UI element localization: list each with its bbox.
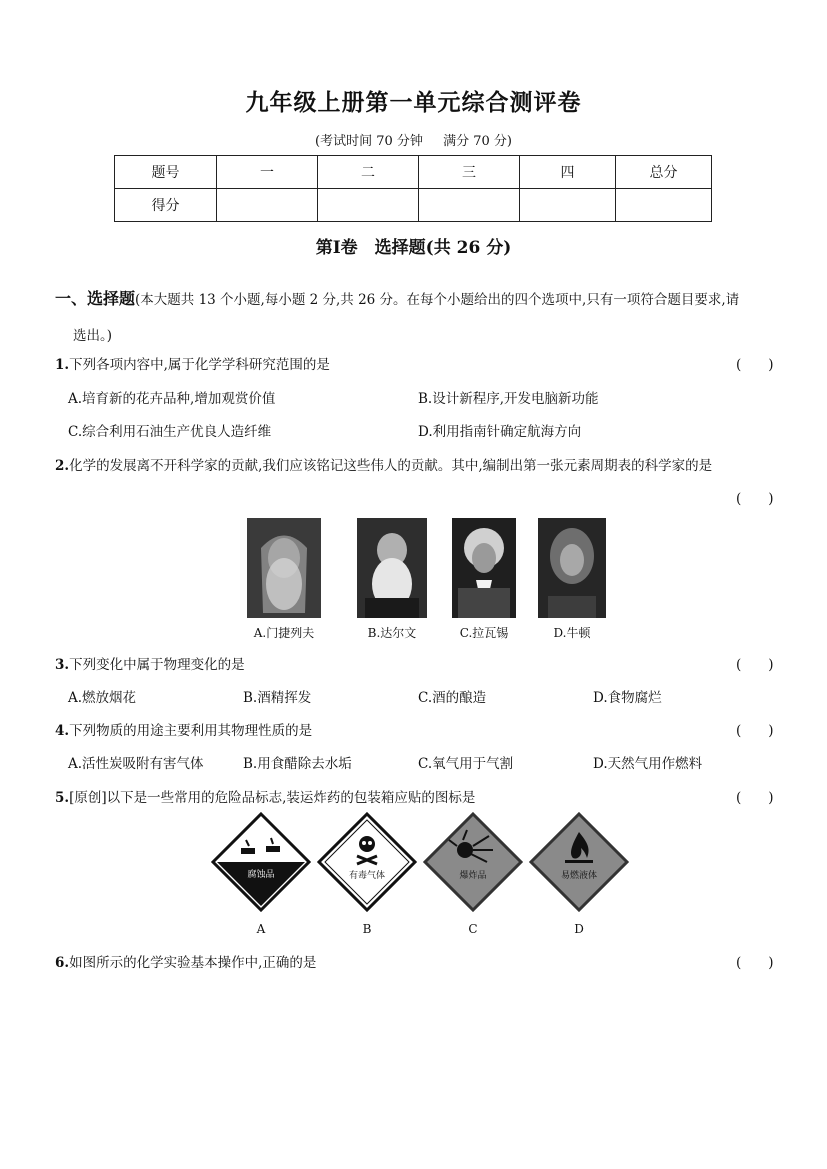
hazard-sign-d bbox=[529, 812, 629, 936]
question-5 bbox=[55, 786, 475, 806]
skull-crossbones-icon bbox=[317, 812, 417, 912]
question-text: 下列变化中属于物理变化的是 bbox=[69, 657, 245, 673]
option-a: A.培育新的花卉品种,增加观赏价值 bbox=[68, 391, 276, 407]
score-header-cell: 三 bbox=[419, 156, 520, 189]
score-header-cell: 题号 bbox=[115, 156, 217, 189]
portrait-darwin bbox=[357, 518, 427, 641]
score-row-label: 得分 bbox=[115, 189, 217, 222]
question-number: 4. bbox=[55, 723, 70, 739]
option-c: C.酒的酿造 bbox=[418, 690, 487, 706]
option-d: D.天然气用作燃料 bbox=[593, 756, 703, 772]
portrait-image bbox=[357, 518, 427, 618]
portrait-caption: B.达尔文 bbox=[367, 626, 417, 640]
score-cell bbox=[318, 189, 419, 222]
question-text: 下列物质的用途主要利用其物理性质的是 bbox=[69, 723, 313, 739]
score-cell bbox=[616, 189, 712, 222]
part-instructions-text: (本大题共 13 个小题,每小题 2 分,共 26 分。在每个小题给出的四个选项中,只有一项符合题目要求,请 bbox=[135, 292, 740, 308]
answer-paren: ( ) bbox=[736, 657, 774, 673]
corrosive-icon bbox=[211, 812, 311, 912]
exam-info bbox=[0, 130, 827, 149]
score-cell bbox=[419, 189, 520, 222]
sign-letter: B bbox=[362, 922, 372, 936]
sign-letter: C bbox=[468, 922, 478, 936]
sign-letter: D bbox=[574, 922, 584, 936]
answer-paren: ( ) bbox=[736, 723, 774, 739]
score-table-score-row bbox=[115, 189, 712, 222]
sign-letter: A bbox=[256, 922, 266, 936]
score-table bbox=[114, 155, 712, 222]
question-text: 如图所示的化学实验基本操作中,正确的是 bbox=[69, 955, 317, 971]
hazard-signs bbox=[211, 812, 632, 936]
option-b: B.设计新程序,开发电脑新功能 bbox=[418, 391, 599, 407]
portrait-caption: D.牛顿 bbox=[553, 626, 591, 640]
score-header-cell: 一 bbox=[217, 156, 318, 189]
section-title: 第Ⅰ卷 选择题(共 26 分) bbox=[315, 238, 512, 258]
question-number: 5. bbox=[55, 790, 70, 806]
exam-full-score: 满分 70 分) bbox=[443, 134, 512, 149]
portrait-mendeleev bbox=[247, 518, 321, 641]
part-instructions-cont: 选出。) bbox=[73, 328, 113, 344]
question-number: 3. bbox=[55, 657, 70, 673]
hazard-sign-c bbox=[423, 812, 523, 936]
portrait-caption: C.拉瓦锡 bbox=[459, 626, 509, 640]
hazard-sign-a bbox=[211, 812, 311, 936]
score-cell bbox=[217, 189, 318, 222]
question-3 bbox=[55, 653, 245, 673]
question-text: [原创]以下是一些常用的危险品标志,装运炸药的包装箱应贴的图标是 bbox=[69, 790, 476, 806]
portrait-image bbox=[247, 518, 321, 618]
score-header-cell: 二 bbox=[318, 156, 419, 189]
question-1 bbox=[55, 353, 330, 373]
question-4 bbox=[55, 719, 312, 739]
question-2 bbox=[55, 454, 780, 474]
part-instructions bbox=[55, 281, 780, 354]
question-6 bbox=[55, 951, 316, 971]
sign-label: 易燃液体 bbox=[560, 871, 598, 881]
portrait-image bbox=[538, 518, 606, 618]
portrait-newton bbox=[538, 518, 606, 641]
option-a: A.燃放烟花 bbox=[68, 690, 137, 706]
question-text: 下列各项内容中,属于化学学科研究范围的是 bbox=[69, 357, 330, 373]
option-b: B.酒精挥发 bbox=[243, 690, 312, 706]
score-header-cell: 四 bbox=[520, 156, 616, 189]
sign-label: 有毒气体 bbox=[348, 871, 386, 881]
score-header-cell: 总分 bbox=[616, 156, 712, 189]
portrait-lavoisier bbox=[452, 518, 516, 641]
answer-paren: ( ) bbox=[736, 491, 774, 507]
option-c: C.氧气用于气割 bbox=[418, 756, 514, 772]
part-heading: 一、选择题 bbox=[55, 289, 136, 308]
portrait-caption: A.门捷列夫 bbox=[253, 626, 315, 640]
score-cell bbox=[520, 189, 616, 222]
answer-paren: ( ) bbox=[736, 955, 774, 971]
option-c: C.综合利用石油生产优良人造纤维 bbox=[68, 424, 272, 440]
option-d: D.利用指南针确定航海方向 bbox=[418, 424, 582, 440]
exam-time: (考试时间 70 分钟 bbox=[315, 134, 423, 149]
question-number: 6. bbox=[55, 955, 70, 971]
question-number: 1. bbox=[55, 357, 70, 373]
hazard-sign-b bbox=[317, 812, 417, 936]
question-number: 2. bbox=[55, 458, 70, 474]
flame-icon bbox=[529, 812, 629, 912]
sign-label: 腐蚀品 bbox=[247, 870, 275, 880]
option-d: D.食物腐烂 bbox=[593, 690, 662, 706]
answer-paren: ( ) bbox=[736, 790, 774, 806]
option-a: A.活性炭吸附有害气体 bbox=[68, 756, 204, 772]
page-title: 九年级上册第一单元综合测评卷 bbox=[245, 89, 582, 116]
score-table-header-row bbox=[115, 156, 712, 189]
sign-label: 爆炸品 bbox=[459, 871, 487, 881]
portrait-image bbox=[452, 518, 516, 618]
answer-paren: ( ) bbox=[736, 357, 774, 373]
question-text: 化学的发展离不开科学家的贡献,我们应该铭记这些伟人的贡献。其中,编制出第一张元素周期表的科学家的是 bbox=[69, 458, 713, 474]
explosive-icon bbox=[423, 812, 523, 912]
option-b: B.用食醋除去水垢 bbox=[243, 756, 352, 772]
